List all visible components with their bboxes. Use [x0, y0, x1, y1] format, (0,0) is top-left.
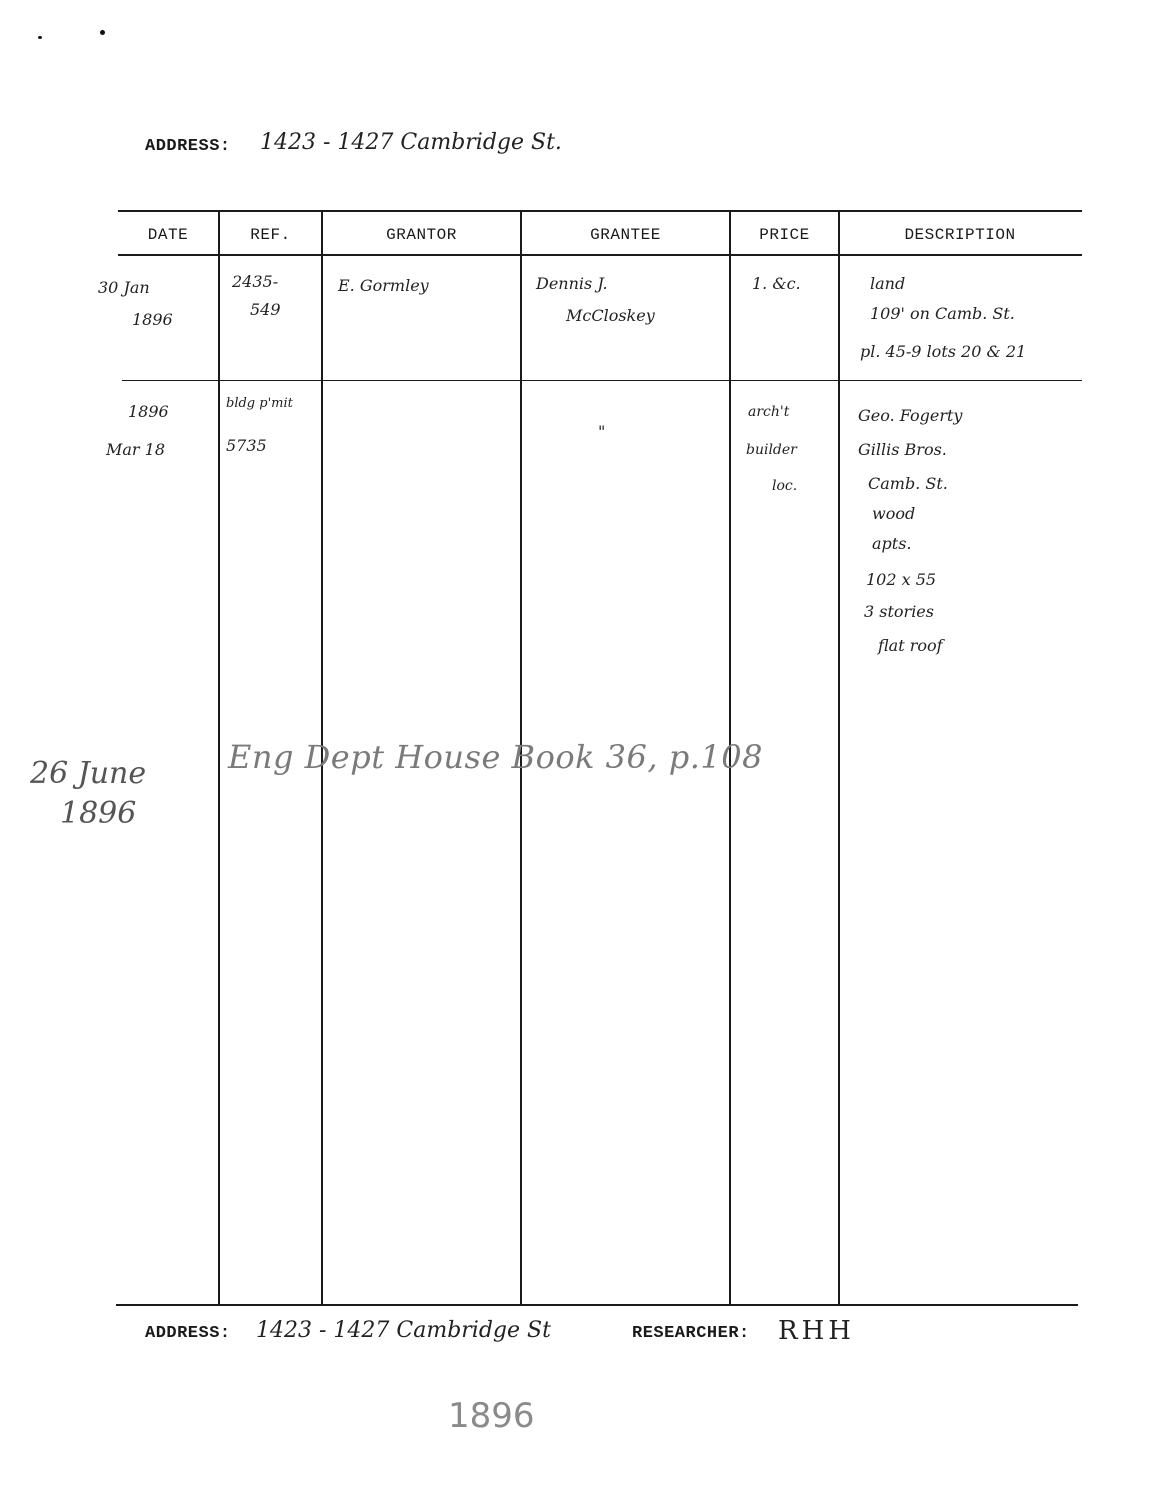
row1-price: 1. &c.	[752, 274, 801, 293]
header-bottom-rule	[118, 254, 1082, 256]
row-divider	[122, 380, 1082, 381]
row2-date-line2: Mar 18	[106, 440, 166, 459]
row1-description-line3: pl. 45-9 lots 20 & 21	[860, 342, 1027, 361]
row1-description-line1: land	[870, 274, 906, 293]
row2-date-line1: 1896	[128, 402, 169, 421]
column-divider	[218, 212, 220, 1304]
footer-address-label: ADDRESS:	[145, 1324, 231, 1343]
footer-address-value: 1423 - 1427 Cambridge St	[256, 1318, 551, 1343]
row2-description-line3: Camb. St.	[868, 474, 948, 493]
row2-ref-line1: bldg p'mit	[226, 396, 293, 411]
row1-ref-line1: 2435-	[232, 272, 279, 291]
row1-ref-line2: 549	[250, 300, 281, 319]
row2-description-line5: apts.	[872, 534, 912, 553]
column-header-grantee: GRANTEE	[590, 226, 661, 244]
table-top-rule	[118, 210, 1082, 212]
column-header-grantor: GRANTOR	[386, 226, 457, 244]
row1-grantor: E. Gormley	[338, 276, 429, 295]
row2-grantee-ditto: "	[598, 422, 606, 441]
row2-ref-line2: 5735	[226, 436, 267, 455]
footer-year-note: 1896	[448, 1396, 535, 1436]
pencil-note-date-line1: 26 June	[30, 756, 147, 791]
table-bottom-rule	[116, 1304, 1078, 1306]
row2-description-line4: wood	[872, 504, 916, 523]
row2-price-line2: builder	[746, 442, 797, 458]
row1-date-line1: 30 Jan	[98, 278, 150, 297]
column-header-description: DESCRIPTION	[904, 226, 1016, 244]
address-value: 1423 - 1427 Cambridge St.	[260, 130, 562, 155]
row2-price-line3: loc.	[772, 478, 798, 494]
stray-mark	[100, 30, 105, 35]
pencil-note-text: Eng Dept House Book 36, p.108	[228, 738, 763, 776]
row2-description-line7: 3 stories	[864, 602, 934, 621]
address-label: ADDRESS:	[145, 137, 231, 156]
row2-description-line1: Geo. Fogerty	[858, 406, 963, 425]
row1-description-line2: 109' on Camb. St.	[870, 304, 1015, 323]
column-header-price: PRICE	[759, 226, 810, 244]
column-divider	[838, 212, 840, 1304]
column-header-date: DATE	[147, 226, 189, 244]
row2-description-line8: flat roof	[878, 636, 943, 655]
row1-grantee-line1: Dennis J.	[536, 274, 608, 293]
column-header-ref: REF.	[250, 226, 291, 244]
pencil-note-date-line2: 1896	[60, 796, 137, 831]
researcher-label: RESEARCHER:	[632, 1324, 750, 1343]
stray-mark	[38, 36, 42, 39]
row2-description-line6: 102 x 55	[866, 570, 937, 589]
row2-price-line1: arch't	[748, 404, 790, 420]
row2-description-line2: Gillis Bros.	[858, 440, 947, 459]
researcher-value: RHH	[778, 1316, 855, 1346]
row1-date-line2: 1896	[132, 310, 173, 329]
row1-grantee-line2: McCloskey	[566, 306, 655, 325]
